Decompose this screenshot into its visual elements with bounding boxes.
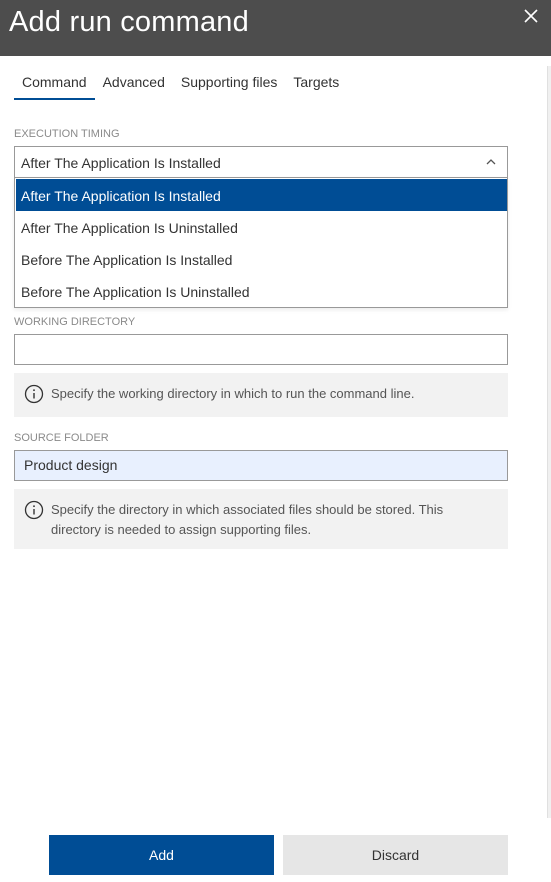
tab-command[interactable]: Command [14, 72, 95, 100]
info-icon [24, 384, 44, 404]
close-button[interactable] [519, 4, 543, 28]
tab-bar [14, 72, 347, 100]
add-button[interactable]: Add [49, 835, 274, 875]
panel-header [0, 0, 551, 56]
source-folder-info [14, 489, 508, 549]
working-directory-info [14, 373, 508, 417]
dropdown-option-before-uninstalled[interactable]: Before The Application Is Uninstalled [21, 284, 250, 300]
info-icon [24, 500, 44, 520]
working-directory-info-text: Specify the working directory in which to run the command line. [51, 386, 415, 401]
dropdown-option-after-uninstalled[interactable]: After The Application Is Uninstalled [21, 220, 238, 236]
tab-advanced[interactable]: Advanced [102, 74, 165, 90]
dropdown-option-after-installed[interactable]: After The Application Is Installed [16, 179, 507, 211]
tab-targets[interactable]: Targets [293, 74, 340, 90]
discard-button[interactable]: Discard [283, 835, 508, 875]
panel-title: Add run command [9, 6, 249, 38]
working-directory-input[interactable] [14, 334, 508, 365]
close-icon [519, 4, 543, 28]
execution-timing-select[interactable] [14, 146, 508, 178]
source-folder-label: SOURCE FOLDER [14, 432, 109, 444]
source-folder-info-text: Specify the directory in which associated files should be stored. This directory is needed to assign supporting files. [51, 502, 444, 537]
chevron-up-icon [485, 156, 497, 168]
execution-timing-dropdown [14, 178, 508, 308]
dropdown-option-before-installed[interactable]: Before The Application Is Installed [21, 252, 233, 268]
execution-timing-label: EXECUTION TIMING [14, 128, 120, 140]
execution-timing-value: After The Application Is Installed [21, 155, 221, 171]
working-directory-label: WORKING DIRECTORY [14, 316, 136, 328]
source-folder-input[interactable]: Product design [14, 450, 508, 481]
tab-supporting-files[interactable]: Supporting files [180, 74, 278, 90]
scrollbar[interactable] [547, 66, 551, 818]
